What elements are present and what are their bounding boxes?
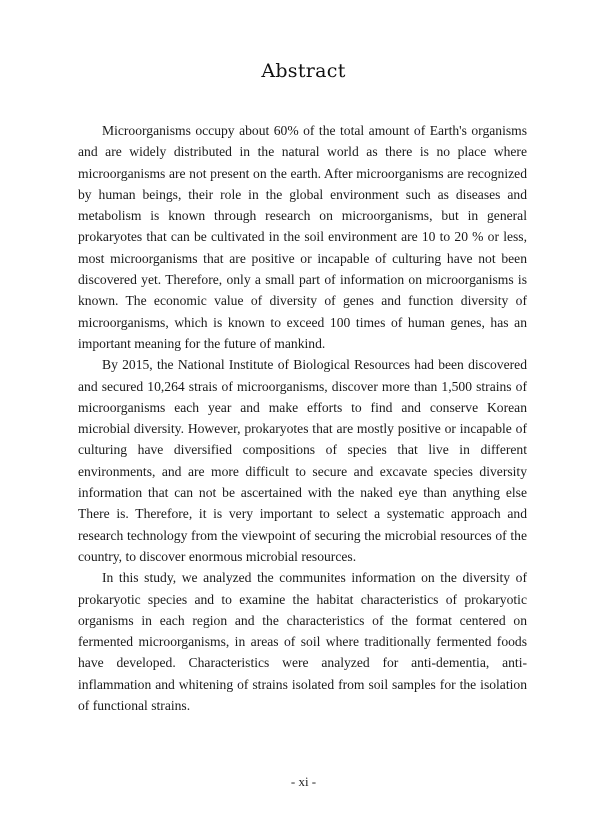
abstract-body — [78, 120, 527, 716]
abstract-paragraph-1: Microorganisms occupy about 60% of the total amount of Earth's organisms and are widely distributed in the natural world as there is no place where microorganisms are not present on the earth. After microorganisms are recognized by human beings, their role in the global environment such as diseases and metabolism is known through research on microorganisms, but in general prokaryotes that can be cultivated in the soil environment are 10 to 20 % or less, most microorganisms that are positive or incapable of culturing have not been discovered yet. Therefore, only a small part of information on microorganisms is known. The economic value of diversity of genes and function diversity of microorganisms, which is known to exceed 100 times of human genes, has an important meaning for the future of mankind. — [78, 123, 527, 351]
page-number: - xi - — [290, 774, 317, 789]
page-title: Abstract — [261, 60, 346, 82]
abstract-paragraph-2: By 2015, the National Institute of Biological Resources had been discovered and secured 10,264 strais of microorganisms, discover more than 1,500 strains of microorganisms each year and make efforts to find and conserve Korean microbial diversity. However, prokaryotes that are mostly positive or incapable of culturing have diversified compositions of species that live in different environments, and are more difficult to secure and excavate species diversity information that can not be ascertained with the naked eye than anything else There is. Therefore, it is very important to select a systematic approach and research technology from the viewpoint of securing the microbial resources of the country, to discover enormous microbial resources. — [78, 357, 527, 564]
abstract-paragraph-3: In this study, we analyzed the communites information on the diversity of prokaryotic species and to examine the habitat characteristics of prokaryotic organisms in each region and the characteristics of the format centered on fermented microorganisms, in areas of soil where traditionally fermented foods have developed. Characteristics were analyzed for anti-dementia, anti-inflammation and whitening of strains isolated from soil samples for the isolation of functional strains. — [78, 570, 527, 714]
